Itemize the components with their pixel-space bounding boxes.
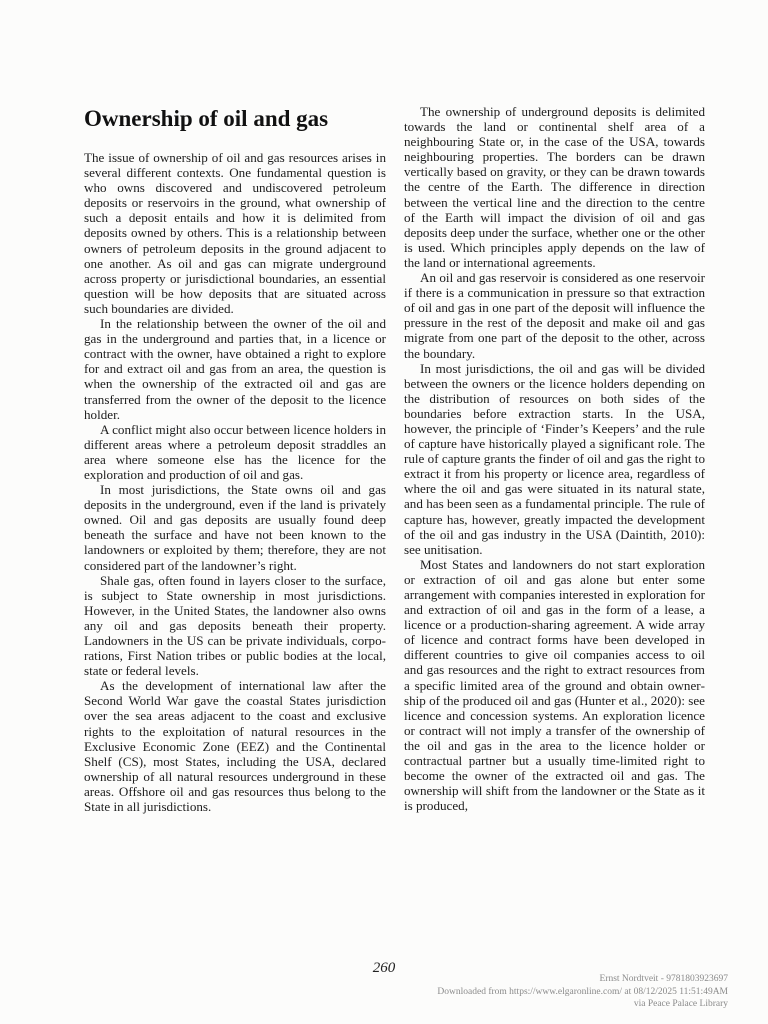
paragraph: In most jurisdictions, the State owns oil and gas deposits in the underground, even if the land is privately owned. Oil and gas deposits are usually found deep beneath the surface and have not been known to the landowners or exploited by them; therefore, they are not considered part of the landowner’s right. [84, 482, 386, 573]
footer-author-isbn: Ernst Nordtveit - 9781803923697 [599, 974, 728, 984]
footer-download-info: Downloaded from https://www.elgaronline.com/ at 08/12/2025 11:51:49AM [437, 986, 728, 997]
entry-title: Ownership of oil and gas [84, 106, 329, 131]
paragraph: The issue of ownership of oil and gas resources arises in several different contexts. One fundamental question is who owns discovered and undiscovered petroleum deposits or reservoirs in the ground, what ownership of such a deposit entails and how it is delimited from deposits owned by others. This is a relationship between owners of petroleum deposits in the ground adjacent to one another. As oil and gas can migrate underground across property or jurisdictional boundaries, an essential question will be how deposits that are situated across such boundaries are divided. [84, 150, 386, 316]
paragraph: As the development of international law after the Second World War gave the coastal States jurisdiction over the sea areas adjacent to the coast and exclusive rights to the exploitation of natural resources in the Exclusive Economic Zone (EEZ) and the Continental Shelf (CS), most States, including the USA, declared ownership of all natural resources underground in these areas. Offshore oil and gas resources thus belong to the State in all jurisdictions. [84, 678, 386, 815]
footer-library: via Peace Palace Library [633, 999, 728, 1009]
right-column [404, 104, 705, 813]
paragraph: The ownership of underground deposits is delimited towards the land or continental shelf area of a neighbouring State or, in the case of the USA, towards neighbouring properties. The borders can be drawn vertically based on gravity, or they can be drawn towards the centre of the Earth. The difference in direction between the vertical line and the direction to the centre of the Earth will impact the division of oil and gas deposits deep under the surface, whether one or the other is used. Which principles apply depends on the law of the land or international agreements. [404, 104, 705, 270]
paragraph: Most States and landowners do not start exploration or extraction of oil and gas alone but enter some arrangement with companies interested in exploration for and extraction of oil and gas in the form of a lease, a licence or a production-sharing agreement. A wide array of licence and contract forms have been developed in different countries to give oil companies access to oil and gas resources and the right to extract resources from a specific limited area of the ground and obtain ownership of the produced oil and gas (Hunter et al., 2020): see licence and concession systems. An exploration licence or contract will not imply a transfer of the ownership of the oil and gas in the area to the licence holder or contractual partner but a usually time-limited right to become the owner of the extracted oil and gas. The ownership will shift from the landowner or the State as it is produced, [404, 556, 705, 814]
left-column [84, 104, 386, 814]
paragraph: In most jurisdictions, the oil and gas will be divided between the owners or the licence holders depending on the distribution of resources on both sides of the boundaries before extraction starts. In the USA, however, the principle of ‘Finder’s Keepers’ and the rule of capture have historically played a significant role. The rule of capture grants the finder of oil and gas the right to extract it from his property or licence area, regardless of where the oil and gas were situated in its natural state, and has been seen as a fundamental principle. The rule of capture has, however, greatly impacted the development of the oil and gas industry in the USA (Daintith, 2010): see unitisation. [404, 360, 705, 557]
download-footer [437, 973, 728, 1011]
paragraph: An oil and gas reservoir is considered as one reservoir if there is a communication in pressure so that extraction of oil and gas in one part of the deposit will influence the pressure in the rest of the deposit and make oil and gas migrate from one part of the deposit to the other, across the boundary. [404, 270, 705, 361]
paragraph: A conflict might also occur between licence holders in different areas where a petroleum deposit straddles an area where someone else has the licence for the exploration and production of oil and gas. [84, 421, 386, 482]
page-number: 260 [372, 960, 396, 976]
paragraph: Shale gas, often found in layers closer to the surface, is subject to State ownership in most jurisdictions. However, in the United States, the landowner also owns any oil and gas deposits beneath their property. Landowners in the US can be private individuals, corporations, First Nation tribes or public bodies at the local, state or federal levels. [84, 572, 386, 679]
paragraph: In the relationship between the owner of the oil and gas in the underground and parties that, in a licence or contract with the owner, have obtained a right to explore for and extract oil and gas from an area, the question is when the ownership of the extracted oil and gas are transferred from the owner of the deposit to the licence holder. [84, 316, 386, 422]
